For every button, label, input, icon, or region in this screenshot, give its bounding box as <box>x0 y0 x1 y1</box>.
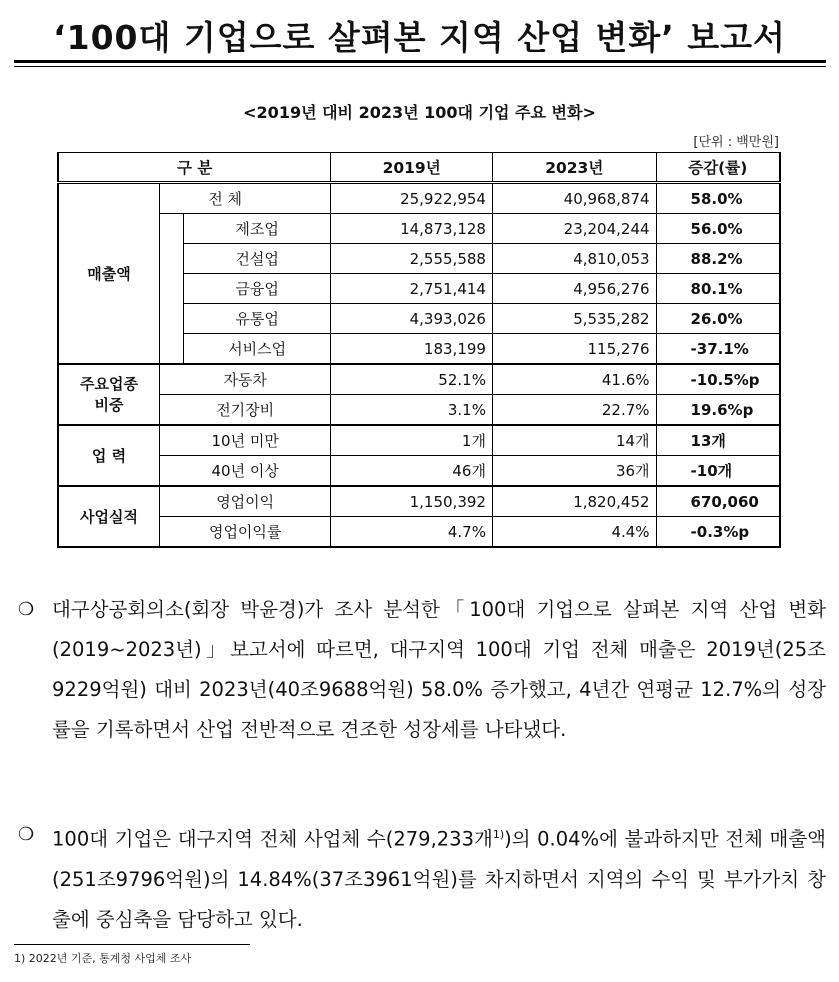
group-sales: 매출액 <box>58 183 160 365</box>
title-rule-thick <box>14 60 826 63</box>
cell-change: 670,060 <box>656 486 780 517</box>
page-title: ‘100대 기업으로 살펴본 지역 산업 변화’ 보고서 <box>53 18 786 57</box>
group-name-line2: 비중 <box>94 395 124 414</box>
cell-2023: 36개 <box>492 456 656 487</box>
cell-change: 56.0% <box>656 214 780 244</box>
row-label: 서비스업 <box>183 334 330 365</box>
paragraph-text-part: )의 0.04%에 불과하지만 전체 매출액(251조9796억원)의 14.84%(37조3961억원)를 차지하면서 지역의 수익 및 부가가치 창출에 중심축을 담당하고 있다. <box>52 827 826 931</box>
paragraph-text-part: 100대 기업은 대구지역 전체 사업체 수(279,233개 <box>52 827 493 851</box>
header-2019: 2019년 <box>331 153 493 183</box>
cell-change: -37.1% <box>656 334 780 365</box>
footnote-ref: 1) <box>492 828 505 841</box>
group-name-line1: 주요업종 <box>80 374 138 393</box>
row-label: 금융업 <box>183 274 330 304</box>
row-label: 전 체 <box>160 183 331 214</box>
row-label: 10년 미만 <box>160 425 331 456</box>
cell-2023: 22.7% <box>492 395 656 426</box>
cell-2019: 4,393,026 <box>331 304 493 334</box>
table-caption: <2019년 대비 2023년 100대 기업 주요 변화> <box>243 103 596 122</box>
indent-spacer <box>160 214 184 365</box>
cell-change: 88.2% <box>656 244 780 274</box>
group-business-age: 업 력 <box>58 425 160 486</box>
cell-2023: 14개 <box>492 425 656 456</box>
table-row <box>58 425 780 456</box>
cell-2023: 40,968,874 <box>492 183 656 214</box>
cell-change: 58.0% <box>656 183 780 214</box>
cell-2023: 115,276 <box>492 334 656 365</box>
cell-2019: 52.1% <box>331 364 493 395</box>
cell-2019: 3.1% <box>331 395 493 426</box>
title-rule-thin <box>14 66 826 67</box>
row-label: 자동차 <box>160 364 331 395</box>
paragraph-text: 대구상공회의소(회장 박윤경)가 조사 분석한「100대 기업으로 살펴본 지역 산업 변화(2019~2023년)」보고서에 따르면, 대구지역 100대 기업 전체 매출은 2019년(25조9229억원) 대비 2023년(40조9688억원) 58.0% 증가했고, 4년간 연평균 12.7%의 성장률을 기록하면서 산업 전반적으로 견조한 성장세를 나타냈다. <box>52 598 826 741</box>
cell-change: -10.5%p <box>656 364 780 395</box>
cell-2019: 1,150,392 <box>331 486 493 517</box>
cell-2019: 46개 <box>331 456 493 487</box>
cell-2023: 4,810,053 <box>492 244 656 274</box>
table-header-row <box>58 153 780 183</box>
cell-change: 19.6%p <box>656 395 780 426</box>
paragraph-text <box>52 815 826 940</box>
cell-2023: 1,820,452 <box>492 486 656 517</box>
table-row <box>58 183 780 214</box>
table-row <box>58 364 780 395</box>
group-performance: 사업실적 <box>58 486 160 547</box>
cell-change: -10개 <box>656 456 780 487</box>
row-label: 영업이익률 <box>160 517 331 548</box>
row-label: 유통업 <box>183 304 330 334</box>
bullet-circle-icon: ❍ <box>18 599 35 620</box>
footnote-rule <box>14 944 250 945</box>
row-label: 건설업 <box>183 244 330 274</box>
cell-2023: 4.4% <box>492 517 656 548</box>
table-row <box>58 456 780 487</box>
cell-2019: 2,751,414 <box>331 274 493 304</box>
table-row <box>58 486 780 517</box>
footnote: 1) 2022년 기준, 통계청 사업체 조사 <box>14 952 192 965</box>
paragraph-2 <box>18 815 826 940</box>
cell-change: 13개 <box>656 425 780 456</box>
cell-2019: 2,555,588 <box>331 244 493 274</box>
cell-2019: 183,199 <box>331 334 493 365</box>
cell-2023: 4,956,276 <box>492 274 656 304</box>
cell-2019: 4.7% <box>331 517 493 548</box>
cell-change: 80.1% <box>656 274 780 304</box>
row-label: 40년 이상 <box>160 456 331 487</box>
cell-2019: 14,873,128 <box>331 214 493 244</box>
paragraph-1 <box>18 590 826 750</box>
cell-2019: 1개 <box>331 425 493 456</box>
header-2023: 2023년 <box>492 153 656 183</box>
cell-2023: 5,535,282 <box>492 304 656 334</box>
bullet-circle-icon: ❍ <box>18 824 35 845</box>
header-change: 증감(률) <box>656 153 780 183</box>
change-table <box>57 152 781 548</box>
cell-2019: 25,922,954 <box>331 183 493 214</box>
row-label: 제조업 <box>183 214 330 244</box>
group-industry-share <box>58 364 160 425</box>
cell-2023: 41.6% <box>492 364 656 395</box>
row-label: 전기장비 <box>160 395 331 426</box>
cell-change: 26.0% <box>656 304 780 334</box>
table-row <box>58 395 780 426</box>
cell-2023: 23,204,244 <box>492 214 656 244</box>
row-label: 영업이익 <box>160 486 331 517</box>
table-row <box>58 214 780 244</box>
table-unit: [단위 : 백만원] <box>693 135 779 150</box>
header-category: 구 분 <box>58 153 331 183</box>
cell-change: -0.3%p <box>656 517 780 548</box>
table-row <box>58 517 780 548</box>
